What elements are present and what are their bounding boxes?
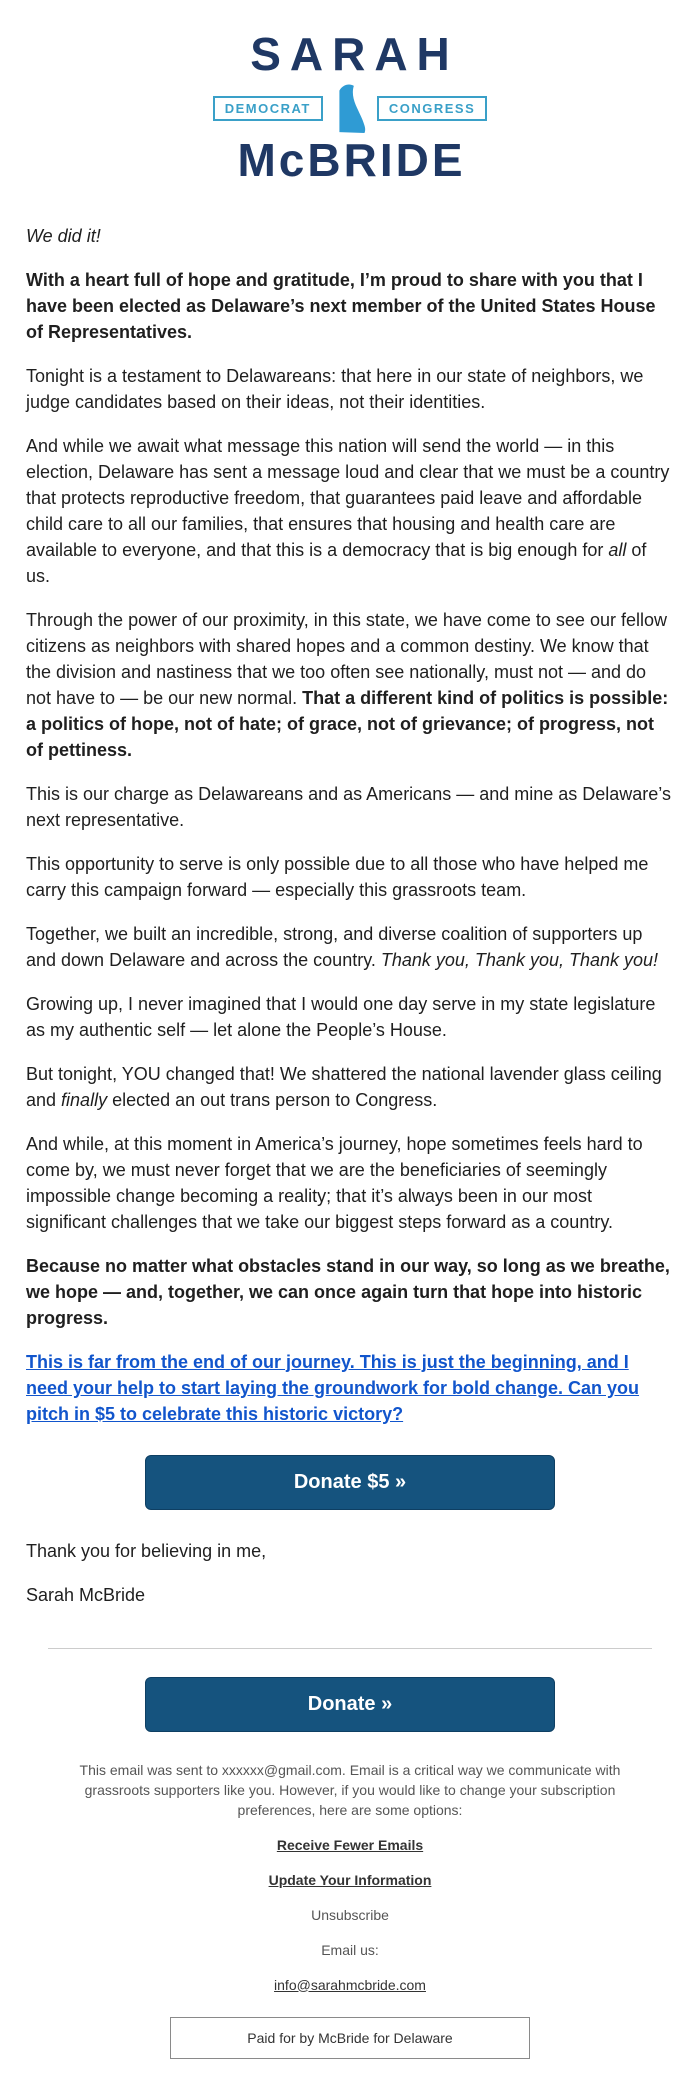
hope-hard-to-come-by: And while, at this moment in America’s journey, hope sometimes feels hard to come by, we must never forget that we are the beneficiaries of seemingly impossible change becoming a reality; that it’s always been in our most significant challenges that we take our biggest steps forward as a country.	[26, 1133, 643, 1232]
email-footer	[26, 1760, 674, 2059]
closing-line: Thank you for believing in me,	[26, 1540, 267, 1561]
delaware-state-icon	[333, 82, 367, 134]
testament: Tonight is a testament to Delawareans: that here in our state of neighbors, we judge candidates based on their ideas, not their identities.	[26, 365, 644, 412]
email-body	[0, 223, 700, 2059]
donate-5-button[interactable]: Donate $5 »	[145, 1455, 555, 1510]
logo-first-name: SARAH	[250, 28, 459, 80]
donate-pitch-link[interactable]: This is far from the end of our journey. This is just the beginning, and I need your help to start laying the groundwork for bold change. Can you pitch in $5 to celebrate this historic victory?	[26, 1351, 640, 1424]
power-of-proximity: Through the power of our proximity, in this state, we have come to see our fellow citizens as neighbors with shared hopes and a common destiny. We know that the division and nastiness that we too often see nationally, must not — and do not have to — be our new normal. That a different kind of politics is possible: a politics of hope, not of hate; of grace, not of grievance; of progress, not of pettiness.	[26, 609, 669, 760]
footer-links	[26, 1835, 674, 1995]
email-us-row	[26, 1940, 674, 1995]
logo-last-name: McBRIDE	[237, 134, 466, 187]
signature: Sarah McBride	[26, 1584, 146, 1605]
lavender-glass-ceiling: But tonight, YOU changed that! We shattered the national lavender glass ceiling and finally elected an out trans person to Congress.	[26, 1063, 662, 1110]
campaign-logo	[0, 0, 700, 185]
unsubscribe-link[interactable]: Unsubscribe	[311, 1906, 389, 1923]
paid-for-disclaimer: Paid for by McBride for Delaware	[170, 2017, 530, 2059]
hope-historic-progress: Because no matter what obstacles stand in our way, so long as we breathe, we hope — and, together, we can once again turn that hope into historic progress.	[26, 1255, 670, 1328]
opportunity-to-serve: This opportunity to serve is only possible due to all those who have helped me carry this campaign forward — especially this grassroots team.	[26, 853, 649, 900]
coalition-thanks: Together, we built an incredible, strong, and diverse coalition of supporters up and down Delaware and across the country. Thank you, Thank you, Thank you!	[26, 923, 659, 970]
footer-disclaimer: This email was sent to xxxxxx@gmail.com. Email is a critical way we communicate with grassroots supporters like you. However, if you would like to change your subscription preferences, here are some options:	[79, 1761, 621, 1818]
congress-badge: CONGRESS	[377, 96, 487, 121]
email-us-label: Email us:	[321, 1941, 379, 1958]
email-us-link[interactable]: info@sarahmcbride.com	[274, 1976, 426, 1993]
victory-announcement: With a heart full of hope and gratitude, I’m proud to share with you that I have been elected as Delaware’s next member of the United States House of Representatives.	[26, 269, 656, 342]
we-did-it: We did it!	[26, 225, 101, 246]
our-charge: This is our charge as Delawareans and as Americans — and mine as Delaware’s next representative.	[26, 783, 671, 830]
message-to-world: And while we await what message this nation will send the world — in this election, Delaware has sent a message loud and clear that we must be a country that protects reproductive freedom, that guarantees paid leave and affordable child care to all our families, that ensures that housing and health care are available to everyone, and that this is a democracy that is big enough for all of us.	[26, 435, 670, 586]
logo-middle-row	[0, 82, 700, 134]
paragraphs	[26, 223, 674, 1427]
donate-footer-button[interactable]: Donate »	[145, 1677, 555, 1732]
closing	[26, 1538, 674, 1608]
democrat-badge: DEMOCRAT	[213, 96, 323, 121]
divider	[48, 1648, 652, 1649]
receive-fewer-emails-link[interactable]: Receive Fewer Emails	[276, 1836, 424, 1853]
growing-up: Growing up, I never imagined that I would one day serve in my state legislature as my authentic self — let alone the People’s House.	[26, 993, 656, 1040]
update-your-information-link[interactable]: Update Your Information	[268, 1871, 432, 1888]
